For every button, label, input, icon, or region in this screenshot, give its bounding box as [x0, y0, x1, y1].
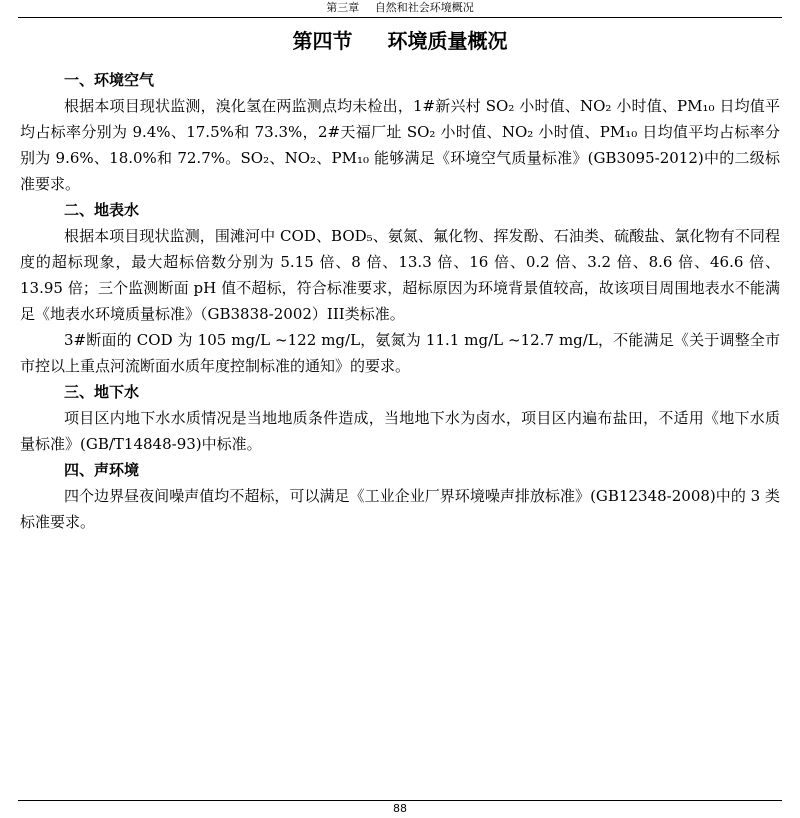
- heading-noise: 四、声环境: [64, 461, 140, 479]
- heading-surface-water: 二、地表水: [64, 201, 140, 219]
- page-footer: [18, 800, 782, 818]
- paragraph-groundwater: 项目区内地下水水质情况是当地地质条件造成，当地地下水为卤水，项目区内遍布盐田，不适用《地下水质量标准》(GB/T14848-93)中标准。: [20, 409, 780, 453]
- page-header: [18, 0, 782, 18]
- chapter-number: 第三章: [326, 1, 360, 14]
- page-number: 88: [393, 802, 407, 815]
- section-name: 环境质量概况: [387, 29, 508, 53]
- paragraph-noise: 四个边界昼夜间噪声值均不超标，可以满足《工业企业厂界环境噪声排放标准》(GB12348-2008)中的 3 类标准要求。: [20, 487, 780, 531]
- section-number: 第四节: [292, 29, 353, 53]
- chapter-title: 自然和社会环境概况: [374, 1, 474, 14]
- document-body: [20, 67, 780, 535]
- section-title: [0, 27, 800, 55]
- paragraph-air: 根据本项目现状监测，溴化氢在两监测点均未检出，1#新兴村 SO₂ 小时值、NO₂ 小时值、PM₁₀ 日均值平均占标率分别为 9.4%、17.5%和 73.3%，2#天福厂址 SO₂ 小时值、NO₂ 小时值、PM₁₀ 日均值平均占标率分别为 9.6%、18.0%和 72.7%。SO₂、NO₂、PM₁₀ 能够满足《环境空气质量标准》(GB3095-2012)中的二级标准要求。: [20, 97, 780, 193]
- heading-air: 一、环境空气: [64, 71, 155, 89]
- paragraph-section3: 3#断面的 COD 为 105 mg/L ~122 mg/L，氨氮为 11.1 mg/L ~12.7 mg/L，不能满足《关于调整全市市控以上重点河流断面水质年度控制标准的通知》的要求。: [20, 331, 780, 375]
- paragraph-surface-water: 根据本项目现状监测，围滩河中 COD、BOD₅、氨氮、氟化物、挥发酚、石油类、硫酸盐、氯化物有不同程度的超标现象，最大超标倍数分别为 5.15 倍、8 倍、13.3 倍、16 倍、0.2 倍、3.2 倍、8.6 倍、46.6 倍、13.95 倍；三个监测断面 pH 值不超标，符合标准要求，超标原因为环境背景值较高，故该项目周围地表水不能满足《地表水环境质量标准》（GB3838-2002）III类标准。: [20, 227, 780, 323]
- heading-groundwater: 三、地下水: [64, 383, 140, 401]
